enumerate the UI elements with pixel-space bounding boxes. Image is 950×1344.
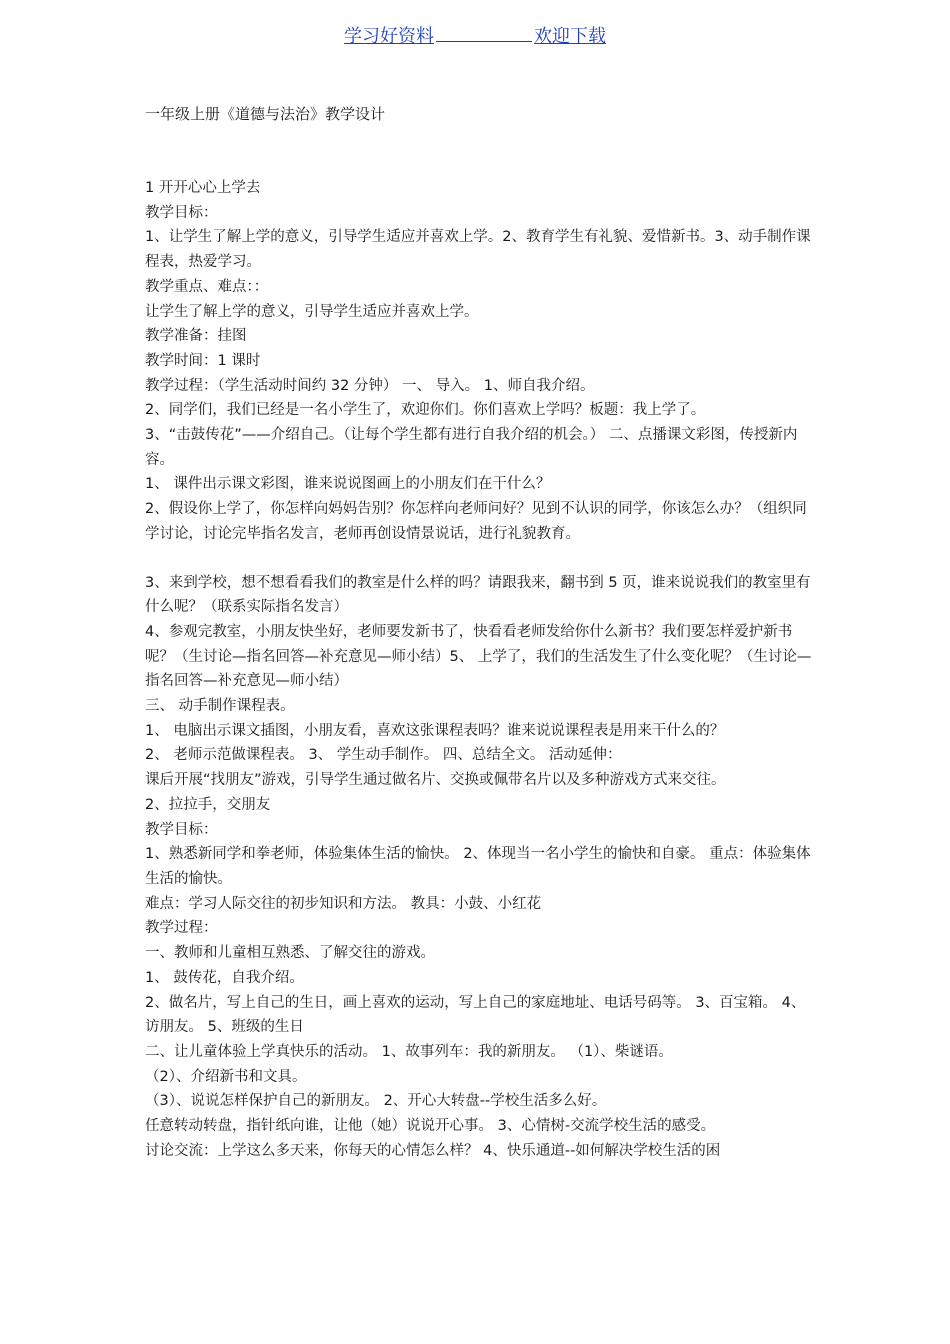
body-line: 3、“击鼓传花”——介绍自己。（让每个学生都有进行自我介绍的机会。） 二、点播课文彩图，传授新内容。 <box>145 427 798 468</box>
body-line: 1、 电脑出示课文插图，小朋友看，喜欢这张课程表吗？谁来说说课程表是用来干什么的？ <box>145 722 725 739</box>
body-line: 1 开开心心上学去 <box>145 180 261 196</box>
header-link-welcome-download[interactable]: 欢迎下载 <box>534 26 606 47</box>
body-line: 二、让儿童体验上学真快乐的活动。 1、故事列车：我的新朋友。 （1）、柴谜语。 <box>145 1043 673 1060</box>
body-line: 课后开展“找朋友”游戏，引导学生通过做名片、交换或佩带名片以及多种游戏方式来交往。 <box>145 772 726 789</box>
body-line: 三、 动手制作课程表。 <box>145 698 295 715</box>
body-line: 教学过程：（学生活动时间约 32 分钟） 一、 导入。 1、师自我介绍。 <box>145 377 595 394</box>
body-line: 教学时间：1 课时 <box>145 352 261 369</box>
body-line: 任意转动转盘，指针纸向谁，让他（她）说说开心事。 3、心情树-交流学校生活的感受。 <box>145 1118 716 1135</box>
body-line: 让学生了解上学的意义，引导学生适应并喜欢上学。 <box>145 303 479 320</box>
body-line: 2、拉拉手，交朋友 <box>145 796 271 813</box>
header-link-study-materials[interactable]: 学习好资料 <box>344 26 434 47</box>
body-line: 2、同学们，我们已经是一名小学生了，欢迎你们。你们喜欢上学吗？板题：我上学了。 <box>145 402 706 419</box>
body-line: 教学目标： <box>145 204 218 221</box>
body-line: 教学准备：挂图 <box>145 328 247 345</box>
body-line: 3、来到学校，想不想看看我们的教室是什么样的吗？请跟我来，翻书到 5 页，谁来说说我们的教室里有什么呢？（联系实际指名发言） <box>145 574 811 616</box>
document-body <box>145 176 813 1163</box>
body-line: 1、 课件出示课文彩图，谁来说说图画上的小朋友们在干什么？ <box>145 476 551 493</box>
body-line: 2、 老师示范做课程表。 3、 学生动手制作。 四、总结全文。 活动延伸： <box>145 747 622 764</box>
body-line: （2）、介绍新书和文具。 <box>145 1068 307 1085</box>
body-line: 难点：学习人际交往的初步知识和方法。 教具：小鼓、小红花 <box>145 895 542 912</box>
body-line: 2、假设你上学了，你怎样向妈妈告别？你怎样向老师问好？见到不认识的同学，你该怎么办？（组织同学讨论，讨论完毕指名发言，老师再创设情景说话，进行礼貌教育。 <box>145 501 807 542</box>
page-header <box>0 22 950 48</box>
document-title: 一年级上册《道德与法治》教学设计 <box>145 105 386 123</box>
body-line: 教学重点、难点：： <box>145 278 269 295</box>
blank-line <box>145 547 813 571</box>
body-line: 讨论交流：上学这么多天来，你每天的心情怎么样？ 4、快乐通道--如何解决学校生活的困 <box>145 1142 721 1159</box>
body-line: 1、 鼓传花，自我介绍。 <box>145 969 304 986</box>
body-line: 2、做名片，写上自己的生日，画上喜欢的运动，写上自己的家庭地址、电话号码等。 3、百宝箱。 4、访朋友。 5、班级的生日 <box>145 994 806 1036</box>
body-line: 1、让学生了解上学的意义，引导学生适应并喜欢上学。2、教育学生有礼貌、爱惜新书。3、动手制作课程表，热爱学习。 <box>145 229 811 271</box>
body-line: 教学过程： <box>145 920 218 937</box>
body-line: 4、参观完教室，小朋友快坐好，老师要发新书了，快看看老师发给你什么新书？我们要怎样爱护新书呢？（生讨论—指名回答—补充意见—师小结）5、 上学了，我们的生活发生了什么变化呢？（生讨论—指名回答—补充意见—师小结） <box>145 623 812 690</box>
body-line: 1、熟悉新同学和拳老师，体验集体生活的愉快。 2、体现当一名小学生的愉快和自豪。 重点：体验集体生活的愉快。 <box>145 846 811 887</box>
body-line: 教学目标： <box>145 821 218 838</box>
header-underline-gap <box>436 27 532 42</box>
body-line: 一、教师和儿童相互熟悉、了解交往的游戏。 <box>145 945 435 962</box>
body-line: （3）、说说怎样保护自己的新朋友。 2、开心大转盘--学校生活多么好。 <box>145 1093 607 1110</box>
